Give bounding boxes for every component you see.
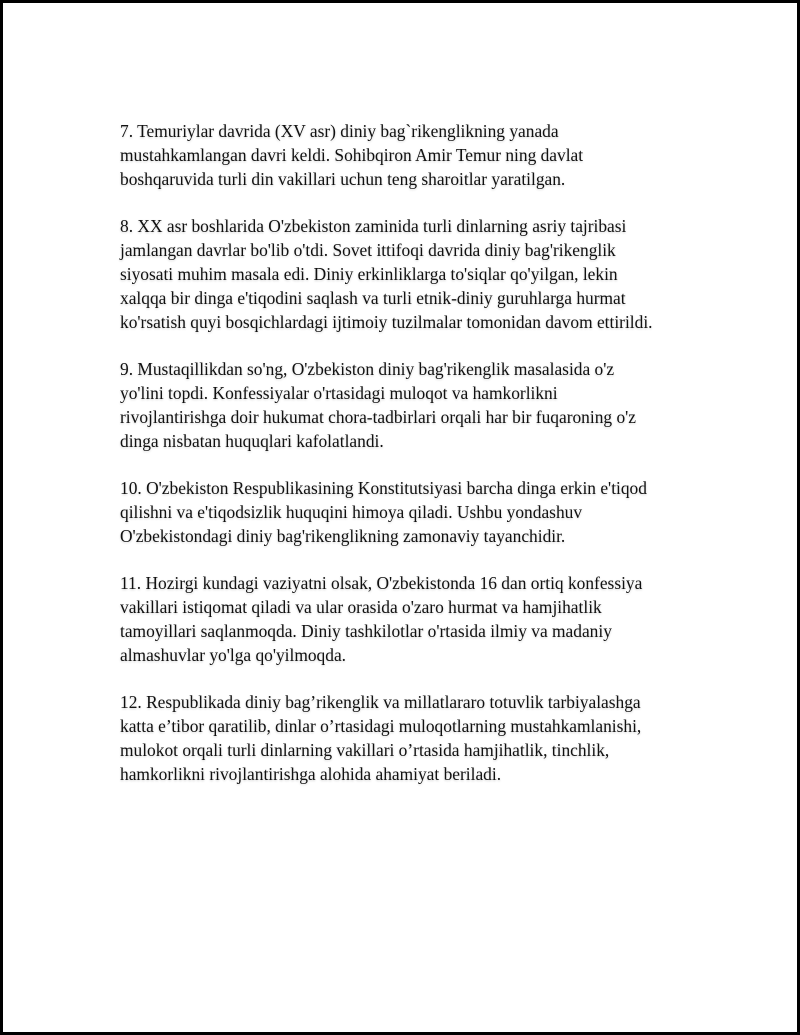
text-line: mustahkamlangan davri keldi. Sohibqiron Amir Temur ning davlat	[120, 145, 584, 165]
text-line: 11. Hozirgi kundagi vaziyatni olsak, O'zbekistonda 16 dan ortiq konfessiya	[120, 573, 643, 593]
text-line: vakillari istiqomat qiladi va ular orasida o'zaro hurmat va hamjihatlik	[120, 597, 602, 617]
text-line: rivojlantirishga doir hukumat chora-tadbirlari orqali har bir fuqaroning o'z	[120, 407, 636, 427]
paragraph-9	[120, 357, 680, 453]
text-line: almashuvlar yo'lga qo'yilmoqda.	[120, 645, 347, 665]
text-line: ko'rsatish quyi bosqichlardagi ijtimoiy tuzilmalar tomonidan davom ettirildi.	[120, 312, 653, 332]
text-line: dinga nisbatan huquqlari kafolatlandi.	[120, 431, 384, 451]
document-body	[120, 119, 680, 809]
paragraph-11	[120, 571, 680, 667]
text-line: 12. Respublikada diniy bag’rikenglik va millatlararo totuvlik tarbiyalashga	[120, 692, 641, 712]
text-line: boshqaruvida turli din vakillari uchun teng sharoitlar yaratilgan.	[120, 169, 566, 189]
text-line: tamoyillari saqlanmoqda. Diniy tashkilotlar o'rtasida ilmiy va madaniy	[120, 621, 612, 641]
text-line: 8. XX asr boshlarida O'zbekiston zaminida turli dinlarning asriy tajribasi	[120, 216, 627, 236]
text-line: 9. Mustaqillikdan so'ng, O'zbekiston diniy bag'rikenglik masalasida o'z	[120, 359, 615, 379]
text-line: 10. O'zbekiston Respublikasining Konstitutsiyasi barcha dinga erkin e'tiqod	[120, 478, 647, 498]
paragraph-12	[120, 690, 680, 786]
text-line: xalqqa bir dinga e'tiqodini saqlash va turli etnik-diniy guruhlarga hurmat	[120, 288, 626, 308]
text-line: mulokot orqali turli dinlarning vakillari o’rtasida hamjihatlik, tinchlik,	[120, 740, 610, 760]
paragraph-10	[120, 476, 680, 548]
text-line: 7. Temuriylar davrida (XV asr) diniy bag`rikenglikning yanada	[120, 121, 559, 141]
text-line: O'zbekistondagi diniy bag'rikenglikning zamonaviy tayanchidir.	[120, 526, 566, 546]
paragraph-7	[120, 119, 680, 191]
text-line: katta e’tibor qaratilib, dinlar o’rtasidagi muloqotlarning mustahkamlanishi,	[120, 716, 642, 736]
text-line: yo'lini topdi. Konfessiyalar o'rtasidagi muloqot va hamkorlikni	[120, 383, 558, 403]
paragraph-8	[120, 214, 680, 334]
text-line: siyosati muhim masala edi. Diniy erkinliklarga to'siqlar qo'yilgan, lekin	[120, 264, 618, 284]
text-line: qilishni va e'tiqodsizlik huquqini himoya qiladi. Ushbu yondashuv	[120, 502, 583, 522]
text-line: jamlangan davrlar bo'lib o'tdi. Sovet ittifoqi davrida diniy bag'rikenglik	[120, 240, 616, 260]
text-line: hamkorlikni rivojlantirishga alohida ahamiyat beriladi.	[120, 764, 502, 784]
